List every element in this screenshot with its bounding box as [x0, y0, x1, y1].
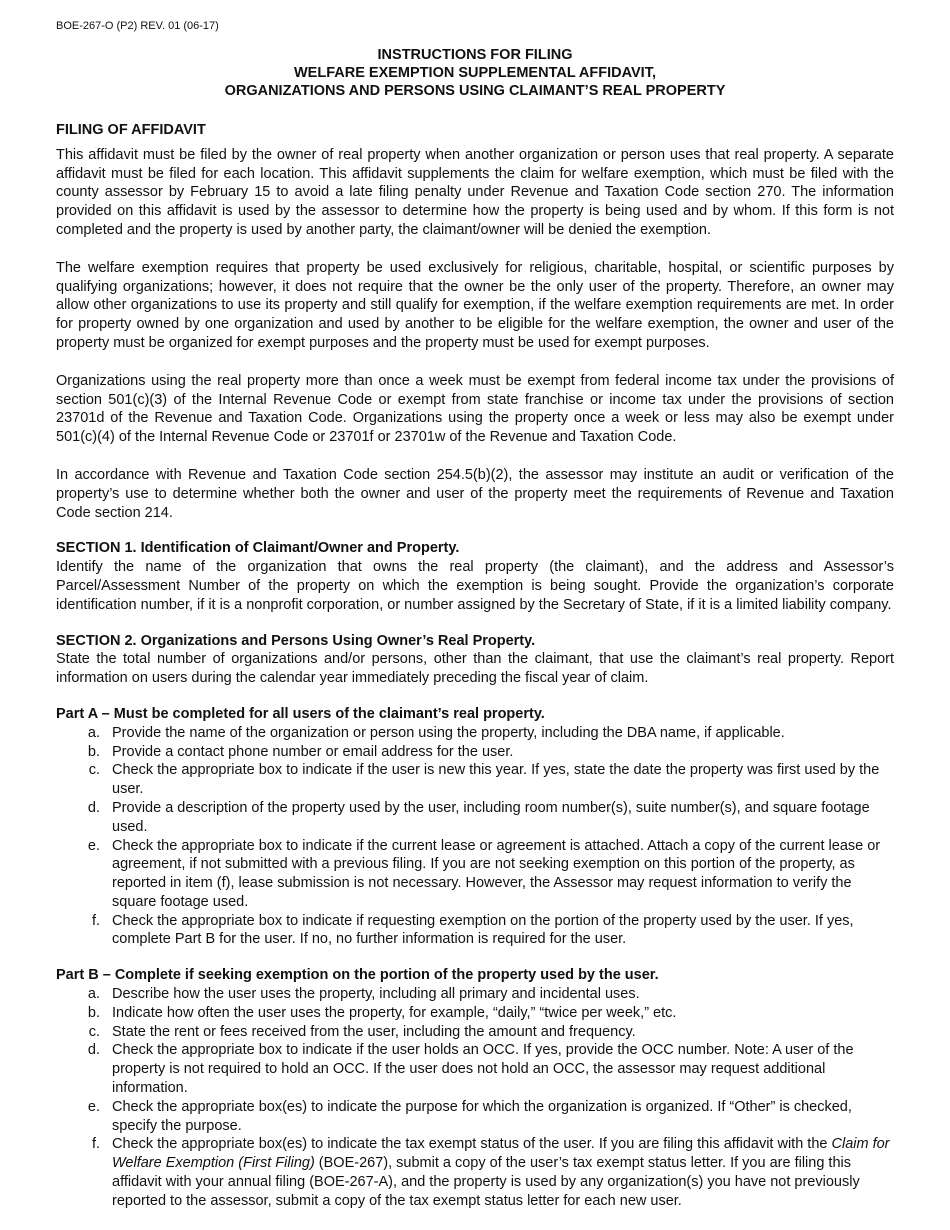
list-item: a. Describe how the user uses the property, including all primary and incidental uses.	[87, 986, 640, 1003]
list-item: c. State the rent or fees received from the user, including the amount and frequency.	[88, 1023, 636, 1040]
title-line-3: ORGANIZATIONS AND PERSONS USING CLAIMANT’S REAL PROPERTY	[224, 83, 726, 99]
filing-paragraph-1: This affidavit must be filed by the owner of real property when another organization or person uses that real property. A separate affidavit must be filed for each location. This affidavit supplements the claim for welfare exemption, which must be filed with the county assessor by February 15 to avoid a late filing penalty under Revenue and Taxation Code section 270. The information provided on this affidavit is used by the assessor to determine how the property is being used and by whom. If this form is not completed and the property is used by another party, the claimant/owner will be denied the exemption.	[56, 146, 894, 238]
part-b-heading: Part B – Complete if seeking exemption on the portion of the property used by the user.	[56, 967, 659, 984]
filing-paragraph-3: Organizations using the real property more than once a week must be exempt from federal income tax under the provisions of section 501(c)(3) of the Internal Revenue Code or exempt from state franchise or income tax under the provisions of section 23701d of the Revenue and Taxation Code. Organizations using the property once a week or less may also be exempt under 501(c)(4) of the Internal Revenue Code or 23701f or 23701w of the Revenue and Taxation Code.	[56, 372, 894, 446]
form-title-italic: Claim for Welfare Exemption (First Filing)	[112, 1136, 890, 1172]
filing-paragraph-2: The welfare exemption requires that property be used exclusively for religious, charitable, hospital, or scientific purposes by qualifying organizations; however, it does not require that the owner be the only user of the property. Therefore, an owner may allow other organizations to use its property and still qualify for exemption, if the welfare exemption requirements are met. In order for property owned by one organization and used by another to be eligible for the welfare exemption, the owner and user of the property must be organized for exempt purposes and the property must be used for exempt purposes.	[56, 259, 894, 351]
title-line-2: WELFARE EXEMPTION SUPPLEMENTAL AFFIDAVIT,	[294, 65, 656, 81]
list-item: d. Provide a description of the property used by the user, including room number(s), suite number(s), and square footage used.	[87, 799, 870, 835]
list-item: e. Check the appropriate box(es) to indicate the purpose for which the organization is organized. If “Other” is checked, specify the purpose.	[87, 1098, 852, 1134]
section-2-text: State the total number of organizations and/or persons, other than the claimant, that use the claimant’s real property. Report information on users during the calendar year immediately preceding the fiscal year of claim.	[56, 651, 894, 687]
part-a-list	[56, 724, 894, 950]
part-b-list	[56, 985, 894, 1211]
filing-heading: FILING OF AFFIDAVIT	[56, 122, 206, 138]
list-item: c. Check the appropriate box to indicate if the user is new this year. If yes, state the date the property was first used by the user.	[88, 762, 880, 798]
list-item: f. Check the appropriate box to indicate if requesting exemption on the portion of the property used by the user. If yes, complete Part B for the user. If no, no further information is required for the user.	[91, 912, 854, 948]
section-1-heading: SECTION 1. Identification of Claimant/Owner and Property.	[56, 540, 460, 557]
title-line-1: INSTRUCTIONS FOR FILING	[377, 47, 573, 63]
part-a-heading: Part A – Must be completed for all users of the claimant’s real property.	[56, 705, 545, 722]
list-item: b. Provide a contact phone number or email address for the user.	[87, 743, 514, 760]
document-title	[56, 46, 894, 100]
section-2-heading: SECTION 2. Organizations and Persons Using Owner’s Real Property.	[56, 632, 536, 649]
instructions-body	[56, 121, 894, 1211]
list-item: f. Check the appropriate box(es) to indicate the tax exempt status of the user. If you are filing this affidavit with the Claim for Welfare Exemption (First Filing) (BOE-267), submit a copy of the user’s tax exempt status letter. If you are filing this affidavit with your annual filing (BOE-267-A), and the property is used by any organization(s) you have not previously reported to the assessor, submit a copy of the tax exempt status letter for each new user.	[91, 1136, 890, 1209]
list-item: b. Indicate how often the user uses the property, for example, “daily,” “twice per week,” etc.	[87, 1004, 677, 1021]
list-item: e. Check the appropriate box to indicate if the current lease or agreement is attached. Attach a copy of the current lease or agreement, if not submitted with a previous filing. If you are not seeking exemption on this portion of the property, as reported in item (f), lease submission is not necessary. However, the Assessor may request information to verify the square footage used.	[87, 837, 881, 910]
filing-paragraph-4: In accordance with Revenue and Taxation Code section 254.5(b)(2), the assessor may institute an audit or verification of the property’s use to determine whether both the owner and user of the property meet the requirements of Revenue and Taxation Code section 214.	[56, 466, 894, 521]
form-id: BOE-267-O (P2) REV. 01 (06-17)	[56, 20, 219, 32]
section-1-text: Identify the name of the organization that owns the real property (the claimant), and the address and Assessor’s Parcel/Assessment Number of the property on which the exemption is being sought. Provide the organization’s corporate identification number, if it is a nonprofit corporation, or number assigned by the Secretary of State, if it is a limited liability company.	[56, 559, 894, 613]
list-item: a. Provide the name of the organization or person using the property, including the DBA name, if applicable.	[87, 724, 785, 741]
list-item: d. Check the appropriate box to indicate if the user holds an OCC. If yes, provide the OCC number. Note: A user of the property is not required to hold an OCC. If the user does not hold an OCC, the assessor may request additional information.	[87, 1042, 854, 1097]
